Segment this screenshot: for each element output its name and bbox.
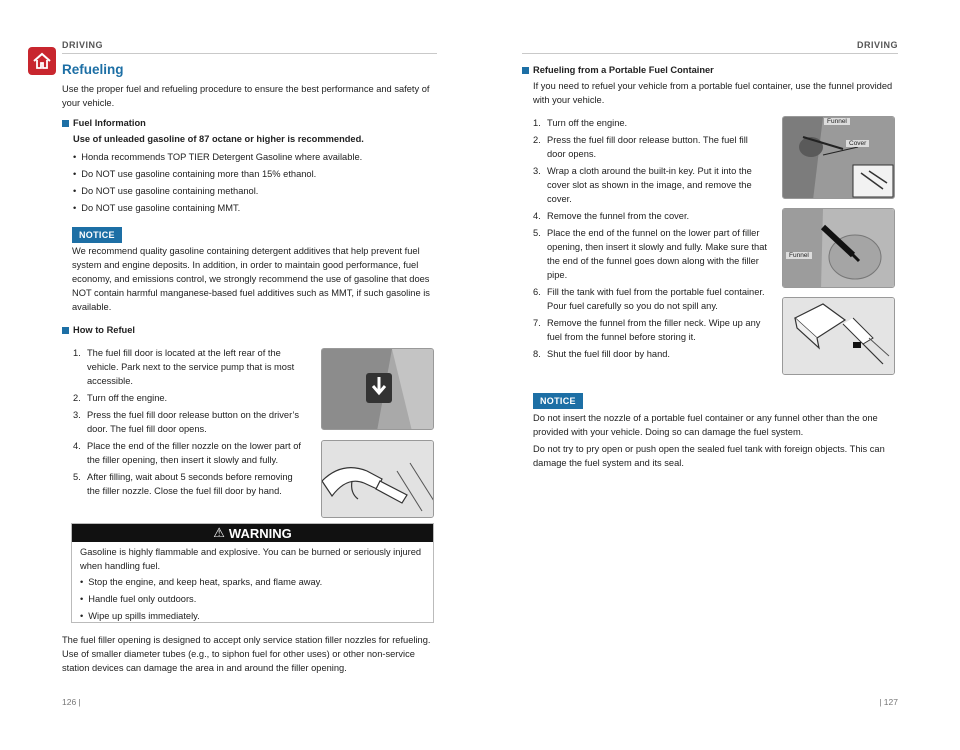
step-item	[533, 285, 768, 313]
cover-label: Cover	[846, 140, 869, 147]
step-text: Fill the tank with fuel from the portable fuel container. Pour fuel carefully so you do not spill any.	[547, 287, 765, 311]
list-item: • Do NOT use gasoline containing methanol.	[73, 183, 362, 200]
section-header: DRIVING	[62, 40, 104, 50]
filler-nozzle-image	[321, 440, 434, 518]
step-item	[533, 133, 768, 161]
how-to-heading-label: How to Refuel	[73, 325, 135, 335]
warning-header	[72, 524, 433, 542]
notice-text: We recommend quality gasoline containing detergent additives that help prevent fuel system and engine deposits. In addition, in order to maintain good performance, fuel economy, and emissions control, we strongly recommend the use of gasoline that does NOT contain harmful manganese-based fuel additives such as MMT, if such gasoline is available.	[72, 246, 430, 312]
door-release-button-image	[321, 348, 434, 430]
warning-list	[80, 574, 322, 625]
page-number: 126 |	[62, 697, 81, 707]
step-item	[533, 209, 768, 223]
fuel-info-list	[73, 149, 362, 217]
portable-intro: If you need to refuel your vehicle from a portable fuel container, use the funnel provided with your vehicle.	[533, 81, 893, 105]
page-title: Refueling	[62, 62, 124, 77]
step-text: Press the fuel fill door release button. The fuel fill door opens.	[547, 135, 748, 159]
step-number: 7.	[533, 318, 541, 328]
warning-text: Gasoline is highly flammable and explosive. You can be burned or seriously injured when handling fuel.	[80, 547, 422, 571]
how-to-heading	[62, 325, 135, 335]
list-item: • Handle fuel only outdoors.	[80, 591, 322, 608]
step-item	[533, 316, 768, 344]
step-item	[533, 164, 768, 206]
funnel-label-2: Funnel	[786, 252, 812, 259]
fuel-info-heading	[62, 118, 146, 128]
step-text: Shut the fuel fill door by hand.	[547, 349, 671, 359]
funnel-insert-image	[782, 208, 895, 288]
portable-steps	[533, 116, 768, 364]
notice-badge: NOTICE	[533, 393, 583, 409]
intro-text: Use the proper fuel and refueling procedure to ensure the best performance and safety of your vehicle.	[62, 84, 430, 108]
step-number: 6.	[533, 287, 541, 297]
step-item	[73, 408, 301, 436]
step-text: After filling, wait about 5 seconds before removing the filler nozzle. Close the fuel fill door by hand.	[87, 472, 293, 496]
step-number: 8.	[533, 349, 541, 359]
step-number: 5.	[533, 228, 541, 238]
notice-text-1: Do not insert the nozzle of a portable fuel container or any funnel other than the one provided with your vehicle. Doing so can damage the fuel system.	[533, 413, 878, 437]
step-text: Turn off the engine.	[547, 118, 628, 128]
step-item	[73, 391, 301, 405]
step-number: 2.	[73, 393, 81, 403]
step-text: Remove the funnel from the filler neck. Wipe up any fuel from the funnel before storing it.	[547, 318, 761, 342]
home-icon[interactable]	[28, 47, 56, 75]
how-to-steps	[73, 346, 301, 501]
portable-container-heading	[522, 65, 714, 75]
step-text: Place the end of the funnel on the lower part of filler opening, then insert it slowly and fully. Make sure that the end of the funnel goes down along with the filler pipe.	[547, 228, 767, 280]
step-text: Remove the funnel from the cover.	[547, 211, 690, 221]
step-number: 2.	[533, 135, 541, 145]
step-number: 4.	[73, 441, 81, 451]
list-item: • Do NOT use gasoline containing more than 15% ethanol.	[73, 166, 362, 183]
portable-container-heading-label: Refueling from a Portable Fuel Container	[533, 65, 714, 75]
portable-container-image	[782, 297, 895, 375]
list-item: • Stop the engine, and keep heat, sparks, and flame away.	[80, 574, 322, 591]
step-text: Place the end of the filler nozzle on the lower part of the filler opening, then insert it slowly and fully.	[87, 441, 301, 465]
fuel-info-lead: Use of unleaded gasoline of 87 octane or higher is recommended.	[73, 134, 364, 144]
list-item: • Wipe up spills immediately.	[80, 608, 322, 625]
section-header: DRIVING	[856, 40, 898, 50]
step-item	[73, 346, 301, 388]
filler-opening-note: The fuel filler opening is designed to accept only service station filler nozzles for refueling. Use of smaller diameter tubes (e.g., to siphon fuel for other uses) or other non-service station devices can damage the area in and around the filler opening.	[62, 635, 431, 673]
heading-marker-icon	[62, 120, 69, 127]
step-number: 4.	[533, 211, 541, 221]
step-text: Wrap a cloth around the built-in key. Put it into the cover slot as shown in the image, and remove the cover.	[547, 166, 752, 204]
step-item	[73, 439, 301, 467]
heading-marker-icon	[62, 327, 69, 334]
step-number: 1.	[73, 348, 81, 358]
funnel-label: Funnel	[824, 118, 850, 125]
warning-label: WARNING	[228, 525, 292, 541]
funnel-cover-image	[782, 116, 895, 199]
notice-text-2: Do not try to pry open or push open the sealed fuel tank with foreign objects. This can damage the fuel system and its seal.	[533, 444, 885, 468]
step-number: 3.	[73, 410, 81, 420]
notice-badge: NOTICE	[72, 227, 122, 243]
step-number: 1.	[533, 118, 541, 128]
step-number: 5.	[73, 472, 81, 482]
warning-triangle-icon: ⚠	[213, 525, 225, 540]
heading-marker-icon	[522, 67, 529, 74]
list-item: • Honda recommends TOP TIER Detergent Gasoline where available.	[73, 149, 362, 166]
step-text: Press the fuel fill door release button on the driver’s door. The fuel fill door opens.	[87, 410, 300, 434]
step-item	[533, 116, 768, 130]
fuel-info-heading-label: Fuel Information	[73, 118, 146, 128]
step-text: The fuel fill door is located at the left rear of the vehicle. Park next to the service pump that is most accessible.	[87, 348, 295, 386]
page-number: | 127	[879, 697, 898, 707]
step-item	[73, 470, 301, 498]
step-number: 3.	[533, 166, 541, 176]
right-page	[480, 0, 960, 750]
step-item	[533, 226, 768, 282]
header-rule	[522, 53, 898, 54]
header-rule	[62, 53, 437, 54]
list-item: • Do NOT use gasoline containing MMT.	[73, 200, 362, 217]
step-text: Turn off the engine.	[87, 393, 168, 403]
step-item	[533, 347, 768, 361]
